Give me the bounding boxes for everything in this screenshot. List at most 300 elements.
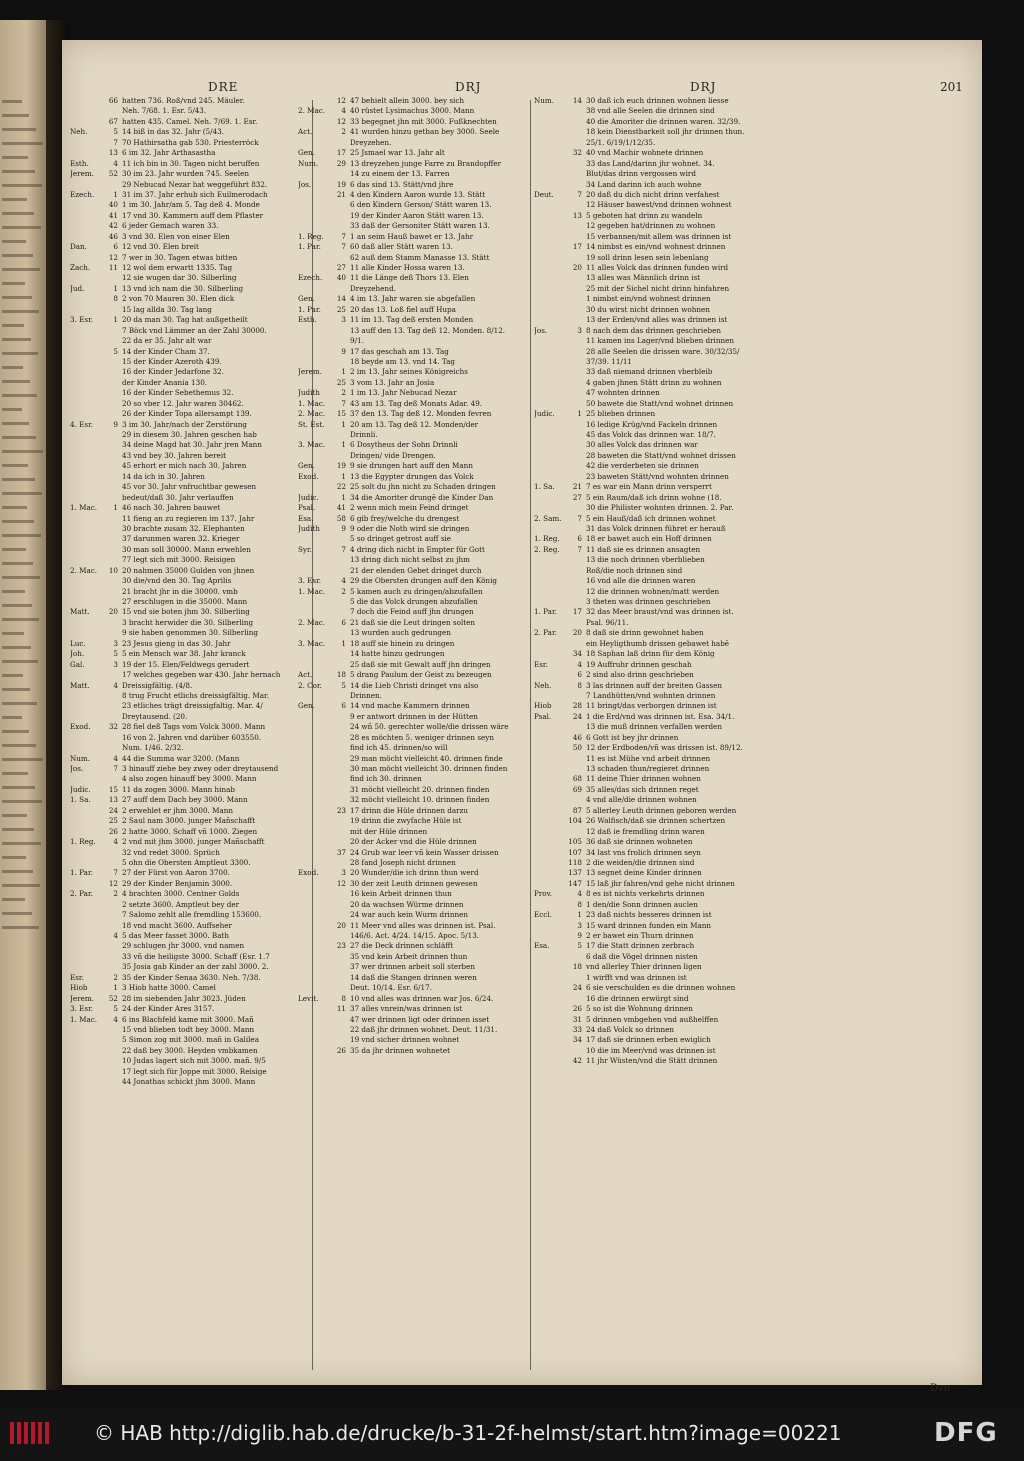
index-entry [70,587,310,597]
facing-page-text-trace [2,240,26,243]
entry-text: 6 Dosytheus der Sohn Drinnli [350,440,458,450]
entry-text: 14 zu einem der 13. Farren [350,169,450,179]
index-entry [70,242,310,252]
facing-page-text-trace [2,716,22,719]
entry-text: 24 wñ 50. gerechter wolle/die drissen wäre [350,722,509,732]
index-entry [298,127,530,137]
entry-chapter: 25 [108,816,118,826]
entry-chapter: 18 [336,670,346,680]
entry-text: 6 gib frey/welche du drengest [350,513,460,523]
entry-text: 1 nimbst ein/vnd wohnest drinnen [586,294,711,304]
entry-chapter: 4 [341,106,346,116]
index-entry [298,221,530,231]
facing-page-text-trace [2,184,42,187]
index-entry [298,420,530,430]
entry-text: 5 ein Mensch war 38. Jahr kranck [122,649,246,659]
entry-text: 7 doch die Feind auff jhn drungen [350,607,474,617]
entry-text: 1 im 30. Jahr/am 5. Tag deß 4. Monde [122,200,260,210]
entry-text: 13 vnd ich nam die 30. Silberling [122,283,244,293]
entry-chapter: 23 [336,941,346,951]
entry-text: 19 Auffruhr drinnen geschah [586,659,692,669]
entry-text: ein Heyligthumb drissen gebawet habē [586,638,730,648]
entry-book: Judic. [298,492,319,502]
entry-text: 2 von 70 Mauren 30. Elen dick [122,294,235,304]
entry-text: 17 welches gegeben war 430. Jahr hernach [122,670,281,680]
entry-text: 30 die/vnd den 30. Tag Aprilis [122,576,232,586]
entry-text: 16 der Kinder Sebethemus 32. [122,388,234,398]
index-entry [70,701,310,711]
entry-book: Matt. [70,607,90,617]
index-entry [534,524,764,534]
index-entry [70,889,310,899]
entry-text: 1 die Erd/vnd was drinnen ist. Esa. 34/1. [586,711,735,721]
index-entry [70,1056,310,1066]
entry-chapter: 69 [572,784,582,794]
index-entry [534,994,764,1004]
facing-page-text-trace [2,254,33,257]
entry-text: 45 erhort er mich nach 30. Jahren [122,461,247,471]
entry-text: 8 es ist nichts verkehrts drinnen [586,889,705,899]
entry-book: 1. Mac. [70,503,98,513]
copyright-url[interactable]: © HAB http://diglib.hab.de/drucke/b-31-2f-helmst/start.htm?image=00221 [94,1421,842,1445]
entry-text: 31 möcht vielleicht 20. drinnen finden [350,784,490,794]
entry-chapter: 1 [113,189,118,199]
entry-chapter: 41 [108,210,118,220]
entry-text: 30 brachte zusam 32. Elephanten [122,523,245,533]
entry-chapter: 6 [577,670,582,680]
entry-chapter: 17 [572,242,582,252]
index-entry [534,837,764,847]
entry-chapter: 137 [568,868,582,878]
entry-text: 2 die weiden/die drinnen sind [586,857,695,867]
facing-page-text-trace [2,926,39,929]
entry-text: Deut. 10/14. Esr. 6/17. [350,983,432,993]
entry-chapter: 9 [577,931,582,940]
entry-text: 6 daß die Vögel drinnen nisten [586,951,698,961]
index-entry [70,921,310,931]
entry-book: 3. Esr. [298,576,322,586]
entry-text: 26 der Kinder Topa allersampt 139. [122,409,252,419]
entry-text: 18 Saphan laß drinn für dem König [586,649,715,659]
entry-chapter: 21 [336,189,346,199]
index-entry [298,336,530,346]
column-rule [530,100,531,1370]
index-entry [70,169,310,179]
entry-chapter: 4 [577,659,582,669]
index-entry [298,983,530,993]
entry-text: 2 hatte 3000. Schaff vñ 1000. Ziegen [122,826,258,836]
index-entry [70,555,310,565]
entry-chapter: 14 [336,294,346,304]
entry-text: hatten 435. Camel. Neh. 7/69. 1. Esr. [122,116,258,126]
index-entry [298,180,530,190]
index-entry [298,774,530,784]
index-entry [534,200,764,210]
entry-text: 5 geboten hat drinn zu wandeln [586,210,703,220]
index-entry [534,889,764,899]
index-entry [534,931,764,941]
facing-page-text-trace [2,366,23,369]
index-entry [298,806,530,816]
entry-chapter: 2 [341,127,346,137]
entry-text: 30 die Philister wohnten drinnen. 2. Par. [586,503,734,513]
entry-chapter: 58 [336,513,346,523]
facing-page-text-trace [2,282,25,285]
entry-text: 12 die drinnen wohnen/matt werden [586,586,720,596]
entry-book: 3. Mac. [298,440,326,450]
index-entry [298,232,530,242]
entry-text: 30 der zeit Leuth drinnen gewesen [350,878,478,888]
entry-text: 24 war auch kein Wurm drinnen [350,910,469,920]
entry-text: 13 dreyzehen junge Farre zu Brandopffer [350,158,502,168]
facing-page-text-trace [2,436,36,439]
entry-chapter: 1 [341,440,346,450]
index-entry [298,607,530,617]
entry-book: Esth. [298,315,317,325]
entry-text: 3 Hiob hatte 3000. Camel [122,983,216,993]
entry-text: 11 jhr Wüsten/vnd die Stätt drinnen [586,1056,718,1066]
index-entry [298,743,530,753]
entry-chapter: 19 [336,179,346,189]
entry-text: 12 gegeben hat/drinnen zu wohnen [586,221,716,231]
entry-text: 3 bracht herwider die 30. Silberling [122,617,254,627]
entry-text: 40 die Amoriter die drinnen waren. 32/39. [586,116,741,126]
facing-page-text-trace [2,198,27,201]
index-entry [70,190,310,200]
index-entry [534,451,764,461]
index-entry [70,336,310,346]
index-column-2 [298,96,530,1056]
index-entry [298,639,530,649]
index-entry [70,858,310,868]
index-entry [534,795,764,805]
index-entry [298,827,530,837]
entry-text: 11 da zogen 3000. Mann hinab [122,784,235,794]
index-entry [70,795,310,805]
index-entry [298,555,530,565]
index-entry [534,159,764,169]
entry-text: 15 vnd sie boten jhm 30. Silberling [122,607,250,617]
entry-text: 5 ein Hauß/daß ich drinnen wohnet [586,513,716,523]
entry-book: Hiob [70,983,88,993]
entry-text: 5 ohn die Obersten Amptleut 3300. [122,857,251,867]
entry-text: 14 vnd mache Kammern drinnen [350,701,470,711]
entry-book: Luc. [70,638,86,648]
facing-page-text-trace [2,758,43,761]
entry-book: Esa. [298,513,314,523]
index-entry [298,1046,530,1056]
index-entry [534,712,764,722]
facing-page-text-trace [2,870,33,873]
index-entry [298,253,530,263]
entry-text: 7 wer in 30. Tagen etwas bitten [122,252,238,262]
entry-text: 11 bringt/das verborgen drinnen ist [586,701,717,711]
entry-text: 37 wer drinnen arbeit soll sterben [350,962,476,972]
entry-chapter: 18 [572,962,582,972]
entry-chapter: 26 [108,826,118,836]
entry-text: 10 Judas lagert sich mit 3000. mañ. 9/5 [122,1056,266,1066]
entry-text: 28 alle Seelen die drissen ware. 30/32/35/ [586,346,740,356]
index-entry [534,315,764,325]
index-entry [534,326,764,336]
index-entry [534,263,764,273]
index-entry [534,576,764,586]
entry-text: 25 solt du jhn nicht zu Schaden dringen [350,482,496,492]
facing-page-text-trace [2,464,28,467]
entry-book: St. Est. [298,419,325,429]
entry-text: 13 auff den 13. Tag deß 12. Monden. 8/12. [350,325,506,335]
entry-text: 13 wurden auch gedrungen [350,628,451,638]
index-entry [534,388,764,398]
entry-text: 11 ich bin in 30. Tagen nicht beruffen [122,158,260,168]
index-entry [298,962,530,972]
entry-chapter: 10 [108,565,118,575]
facing-page-text-trace [2,156,28,159]
entry-text: 17 die Statt drinnen zerbrach [586,941,695,951]
entry-text: 15 verbannen/mit allem was drinnen ist [586,231,732,241]
entry-text: 6 jeder Gemach waren 33. [122,221,219,231]
index-entry [534,743,764,753]
index-entry [298,263,530,273]
entry-chapter: 67 [108,116,118,126]
entry-text: 36 daß sie drinnen wohneten [586,837,693,847]
index-entry [534,1004,764,1014]
facing-page-text-trace [2,912,32,915]
index-entry [70,597,310,607]
entry-chapter: 46 [108,231,118,241]
index-entry [298,994,530,1004]
entry-book: Ezech. [70,189,95,199]
entry-text: 27 auff dem Dach bey 3000. Mann [122,795,248,805]
entry-chapter: 29 [336,158,346,168]
entry-chapter: 2 [341,388,346,398]
entry-book: 2. Mac. [70,565,98,575]
entry-chapter: 8 [341,993,346,1003]
index-entry [298,440,530,450]
entry-text: 3 vom 13. Jahr an Josia [350,377,435,387]
facing-page-text-trace [2,632,24,635]
index-entry [534,1035,764,1045]
entry-text: 27 erschlugen in die 35000. Mann [122,597,248,606]
entry-text: 34 Land darinn ich auch wohne [586,179,702,189]
index-entry [534,493,764,503]
entry-chapter: 118 [568,857,582,867]
index-entry [534,816,764,826]
entry-text: 2 setzte 3600. Amptleut bey der [122,899,240,909]
entry-chapter: 52 [108,993,118,1003]
index-entry [70,159,310,169]
entry-text: 10 die im Meer/vnd was drinnen ist [586,1045,716,1055]
index-entry [70,138,310,148]
entry-text: 5 so dringet getrost auff sie [350,534,452,544]
index-entry [298,117,530,127]
entry-chapter: 50 [572,743,582,753]
index-entry [534,1056,764,1066]
entry-text: 146/6. Act. 4/24. 14/15. Apoc. 5/13. [350,931,480,940]
entry-text: 28 fand Joseph nicht drinnen [350,857,456,867]
entry-text: 17 legt sich für Joppe mit 3000. Reisige [122,1066,267,1076]
entry-book: Gen. [298,148,315,158]
entry-chapter: 6 [341,617,346,627]
entry-chapter: 33 [572,1024,582,1034]
index-entry [70,451,310,461]
entry-chapter: 40 [108,200,118,210]
index-entry [298,900,530,910]
page-number: 201 [940,80,963,94]
entry-text: 30 daß ich euch drinnen wohnen liesse [586,96,729,105]
entry-text: 47 wohnten drinnen [586,388,660,398]
index-entry [534,190,764,200]
entry-text: Dringen/ vide Drengen. [350,450,436,460]
facing-page-text-trace [2,296,32,299]
entry-text: 34 last vns frolich drinnen seyn [586,847,701,857]
index-entry [534,722,764,732]
entry-chapter: 7 [113,137,118,147]
entry-chapter: 40 [336,273,346,283]
entry-text: 20 Wunder/die ich drinn thun werd [350,868,479,878]
index-entry [534,921,764,931]
index-entry [534,420,764,430]
index-entry [298,190,530,200]
entry-book: Exod. [298,471,319,481]
entry-text: 11 alles Volck das drinnen funden wird [586,263,729,272]
index-entry [70,639,310,649]
index-entry [534,127,764,137]
index-entry [298,1004,530,1014]
entry-text: 15 vnd blieben todt bey 3000. Mann [122,1024,255,1034]
index-entry [298,1015,530,1025]
entry-chapter: 5 [113,127,118,137]
index-entry [534,336,764,346]
entry-chapter: 3 [341,315,346,325]
index-entry [70,994,310,1004]
index-entry [534,764,764,774]
entry-chapter: 5 [113,346,118,356]
facing-page-text-trace [2,660,38,663]
entry-chapter: 20 [572,628,582,638]
entry-chapter: 24 [108,805,118,815]
index-entry [70,545,310,555]
entry-chapter: 7 [341,398,346,408]
entry-chapter: 6 [341,701,346,711]
entry-text: 70 Hathirsatha gab 530. Priesterröck [122,137,259,147]
index-entry [534,232,764,242]
entry-book: 4. Esr. [70,419,94,429]
entry-text: 12 wol dem erwartt 1335. Tag [122,263,233,272]
entry-text: 50 bawete die Statt/vnd wohnet drinnen [586,398,734,408]
index-entry [70,326,310,336]
index-entry [70,305,310,315]
index-entry [70,148,310,158]
entry-book: 2. Mac. [298,617,326,627]
entry-text: 3 im 30. Jahr/nach der Zerstörung [122,419,247,429]
entry-book: 1. Reg. [70,837,96,847]
index-entry [534,305,764,315]
entry-text: 2 im 13. Jahr seines Königreichs [350,367,468,377]
entry-chapter: 46 [572,732,582,742]
entry-chapter: 42 [108,221,118,231]
index-entry [298,1035,530,1045]
entry-chapter: 42 [572,1056,582,1066]
entry-chapter: 1 [341,367,346,377]
entry-text: 20 da man 30. Tag hat außgetheilt [122,315,248,325]
entry-book: Psal. [534,711,552,721]
facing-page-text-trace [2,856,26,859]
entry-chapter: 3 [577,920,582,930]
running-head-right: DRJ [690,80,717,94]
entry-text: Num. 1/46. 2/32. [122,743,184,753]
entry-text: 38 vnd alle Seelen die drinnen sind [586,106,715,116]
entry-chapter: 13 [108,795,118,805]
index-entry [70,294,310,304]
index-entry [70,1004,310,1014]
index-entry [534,294,764,304]
index-entry [298,973,530,983]
entry-book: Neh. [70,127,88,137]
entry-text: hatten 736. Roß/vnd 245. Mäuler. [122,96,245,105]
entry-text: 16 von 2. Jahren vnd darüber 603550. [122,732,262,742]
entry-text: 9/1. [350,336,364,346]
entry-text: 11 es ist Mühe vnd arbeit drinnen [586,753,711,763]
index-entry [534,472,764,482]
index-entry [534,566,764,576]
entry-book: Act. [298,127,313,137]
index-entry [534,754,764,764]
entry-text: 29 man möcht vielleicht 40. drinnen finde [350,753,503,763]
entry-text: 33 das Land/darinn jhr wohnet. 34. [586,158,715,168]
entry-text: 5 ein Raum/daß ich drinn wohne (18. [586,492,722,502]
index-entry [70,482,310,492]
index-entry [70,785,310,795]
index-entry [298,785,530,795]
entry-text: 6 den Kindern Gerson/ Stätt waren 13. [350,200,492,210]
facing-page-text-trace [2,674,23,677]
entry-chapter: 15 [108,784,118,794]
entry-text: 27 die Deck drinnen schläfft [350,941,454,951]
index-entry [70,900,310,910]
entry-text: 30 alles Volck das drinnen war [586,440,698,450]
index-entry [298,921,530,931]
index-entry [534,900,764,910]
index-entry [534,503,764,513]
entry-text: 62 auß dem Stamm Manasse 13. Stätt [350,252,490,262]
index-entry [70,1025,310,1035]
entry-text: 47 wer drinnen ligt oder drinnen isset [350,1014,490,1024]
index-entry [298,848,530,858]
index-entry [70,461,310,471]
entry-text: 37 den 13. Tag deß 12. Monden fevren [350,409,492,419]
index-entry [298,430,530,440]
entry-chapter: 23 [336,805,346,815]
entry-text: 28 baweten die Statt/vnd wohnet drissen [586,450,736,460]
index-entry [298,660,530,670]
entry-text: 13 segnet deine Kinder drinnen [586,868,702,878]
index-entry [298,889,530,899]
entry-text: 18 er bawet auch ein Hoff drinnen [586,534,712,544]
entry-text: 30 man möcht vielleicht 30. drinnen finden [350,764,508,773]
entry-text: 2 wenn mich mein Feind dringet [350,503,469,513]
index-entry [70,472,310,482]
entry-chapter: 13 [572,210,582,220]
entry-chapter: 7 [577,189,582,199]
entry-text: 20 daß du dich nicht drinn verfahest [586,189,720,199]
facing-page-text-trace [2,576,40,579]
entry-book: 2. Sam. [534,513,562,523]
entry-text: Dreyzehend. [350,283,396,293]
entry-chapter: 41 [336,503,346,513]
facing-page-text-trace [2,394,37,397]
index-entry [298,106,530,116]
